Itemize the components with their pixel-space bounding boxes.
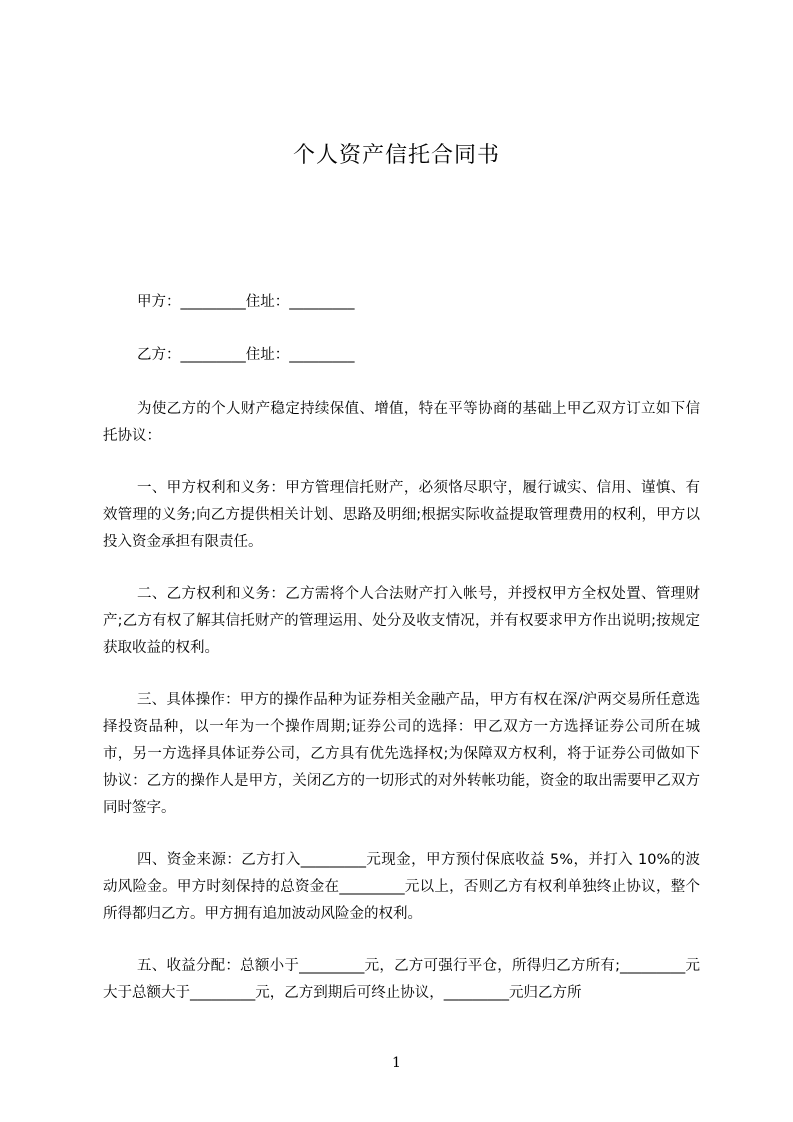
clause-1: 一、甲方权利和义务：甲方管理信托财产，必须恪尽职守，履行诚实、信用、谨慎、有效管理的义务;向乙方提供相关计划、思路及明细;根据实际收益提取管理费用的权利，甲方以投入资金承担有限责任。 [103, 480, 700, 550]
intro-paragraph: 为使乙方的个人财产稳定持续保值、增值，特在平等协商的基础上甲乙双方订立如下信托协议： [103, 401, 700, 444]
document-title: 个人资产信托合同书 [292, 143, 500, 168]
party-b-line: 乙方：_________住址：_________ [137, 347, 355, 363]
clause-4: 四、资金来源：乙方打入_________元现金，甲方预付保底收益 5%，并打入 10%的波动风险金。甲方时刻保持的总资金在_________元以上，否则乙方有权利单独终止协议，整个所得都归乙方。甲方拥有追加波动风险金的权利。 [103, 852, 700, 922]
clause-5: 五、收益分配：总额小于_________元，乙方可强行平仓，所得归乙方所有;_________元大于总额大于_________元，乙方到期后可终止协议，_________元归乙方所 [103, 958, 700, 1001]
party-a-line: 甲方：_________住址：_________ [137, 294, 355, 310]
clause-2: 二、乙方权利和义务：乙方需将个人合法财产打入帐号，并授权甲方全权处置、管理财产;乙方有权了解其信托财产的管理运用、处分及收支情况，并有权要求甲方作出说明;按规定获取收益的权利。 [103, 586, 700, 656]
page-number: 1 [392, 1055, 401, 1071]
clause-3: 三、具体操作：甲方的操作品种为证券相关金融产品，甲方有权在深/沪两交易所任意选择投资品种，以一年为一个操作周期;证券公司的选择：甲乙双方一方选择证券公司所在城市，另一方选择具体证券公司，乙方具有优先选择权;为保障双方权利，将于证券公司做如下协议：乙方的操作人是甲方，关闭乙方的一切形式的对外转帐功能，资金的取出需要甲乙双方同时签字。 [103, 692, 700, 816]
